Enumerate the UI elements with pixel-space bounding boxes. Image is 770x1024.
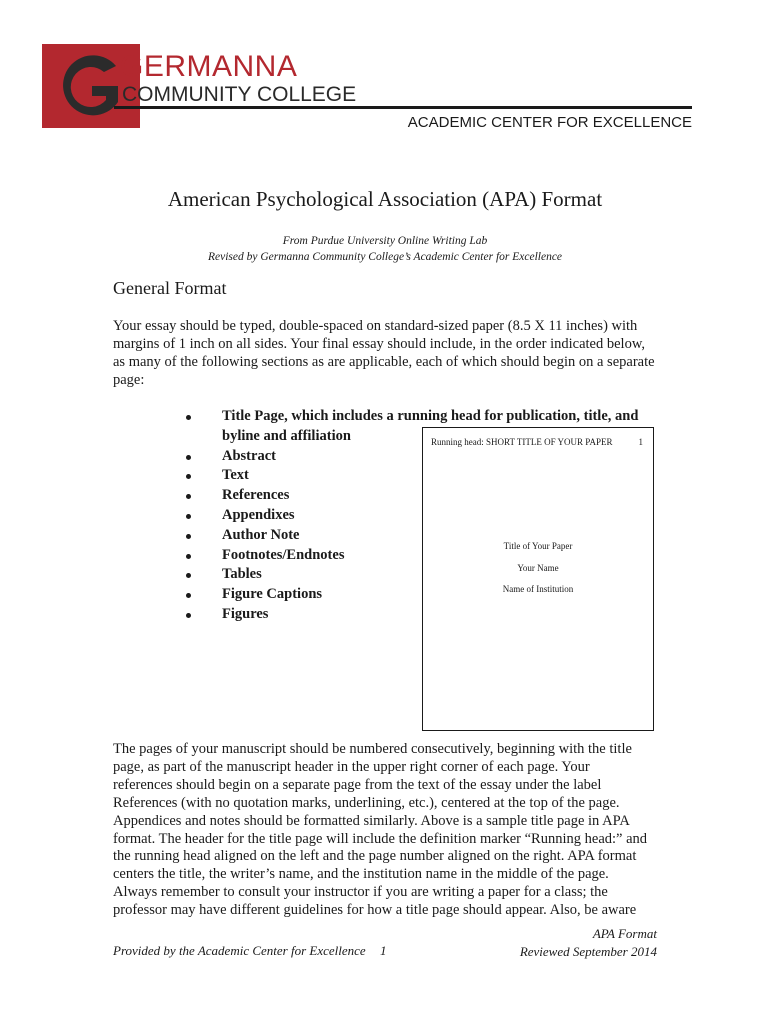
source-line-2: Revised by Germanna Community College’s Academic Center for Excellence bbox=[207, 251, 563, 263]
footer-page-number: 1 bbox=[380, 943, 387, 958]
footer-doc-name: APA Format bbox=[592, 926, 657, 941]
list-item: Author Note bbox=[176, 526, 656, 546]
sample-running-head: Running head: SHORT TITLE OF YOUR PAPER bbox=[431, 437, 613, 447]
body-line: Always remember to consult your instructor if you are writing a paper for a class; the bbox=[113, 884, 608, 901]
body-line: The pages of your manuscript should be numbered consecutively, beginning with the title bbox=[113, 741, 632, 757]
footer-doc-info bbox=[520, 925, 657, 961]
list-item: Tables bbox=[176, 565, 656, 585]
logo-letter: G bbox=[242, 244, 243, 245]
list-item: Figure Captions bbox=[176, 585, 656, 605]
list-item: References bbox=[176, 486, 656, 506]
body-paragraph bbox=[113, 741, 658, 920]
body-line: Appendices and notes should be formatted similarly. Above is a sample title page in APA bbox=[113, 812, 630, 829]
body-line: page, as part of the manuscript header in the upper right corner of each page. Your bbox=[113, 758, 590, 775]
body-line: References (with no quotation marks, underlining, etc.), centered at the top of the page. bbox=[113, 794, 620, 811]
intro-line: page: bbox=[113, 371, 145, 388]
list-item: Abstract bbox=[176, 447, 656, 467]
intro-paragraph bbox=[113, 318, 658, 390]
footer-provided-by: Provided by the Academic Center for Excellence bbox=[113, 943, 366, 958]
intro-line: as many of the following sections as are applicable, each of which should begin on a separate bbox=[113, 353, 655, 370]
intro-line: margins of 1 inch on all sides. Your final essay should include, in the order indicated below, bbox=[113, 335, 645, 352]
list-item: Text bbox=[176, 466, 656, 486]
sample-author: Your Name bbox=[517, 563, 559, 573]
body-line: professor may have different guidelines for how a title page should appear. Also, be aware bbox=[113, 902, 637, 919]
body-line: centers the title, the writer’s name, and the institution name in the middle of the page. bbox=[113, 866, 609, 883]
footer-reviewed: Reviewed September 2014 bbox=[519, 944, 657, 959]
body-line: format. The header for the title page will include the definition marker “Running head:” and bbox=[113, 830, 648, 847]
department-name: ACADEMIC CENTER FOR EXCELLENCE bbox=[407, 114, 692, 131]
sample-title-page bbox=[422, 427, 654, 731]
body-line: the running head aligned on the left and the page number aligned on the right. APA format bbox=[113, 848, 637, 865]
list-item: Footnotes/Endnotes bbox=[176, 546, 656, 566]
document-title: American Psychological Association (APA) Format bbox=[167, 187, 603, 211]
source-line-1: From Purdue University Online Writing Lab bbox=[282, 235, 488, 247]
section-heading: General Format bbox=[113, 278, 227, 298]
list-item: Title Page, which includes a running head for publication, title, and byline and affiliation bbox=[176, 407, 652, 447]
body-line: references should begin on a separate page from the text of the essay under the label bbox=[113, 776, 602, 793]
intro-line: Your essay should be typed, double-spaced on standard-sized paper (8.5 X 11 inches) with bbox=[113, 318, 638, 334]
brand-subtitle: COMMUNITY COLLEGE bbox=[122, 83, 357, 106]
list-item: Appendixes bbox=[176, 506, 656, 526]
brand-name: GERMANNA bbox=[120, 50, 298, 83]
sample-page-number: 1 bbox=[638, 437, 643, 447]
sample-institution: Name of Institution bbox=[502, 584, 574, 594]
sample-paper-title: Title of Your Paper bbox=[503, 541, 573, 551]
header-divider bbox=[114, 106, 692, 109]
list-item: Figures bbox=[176, 605, 656, 625]
